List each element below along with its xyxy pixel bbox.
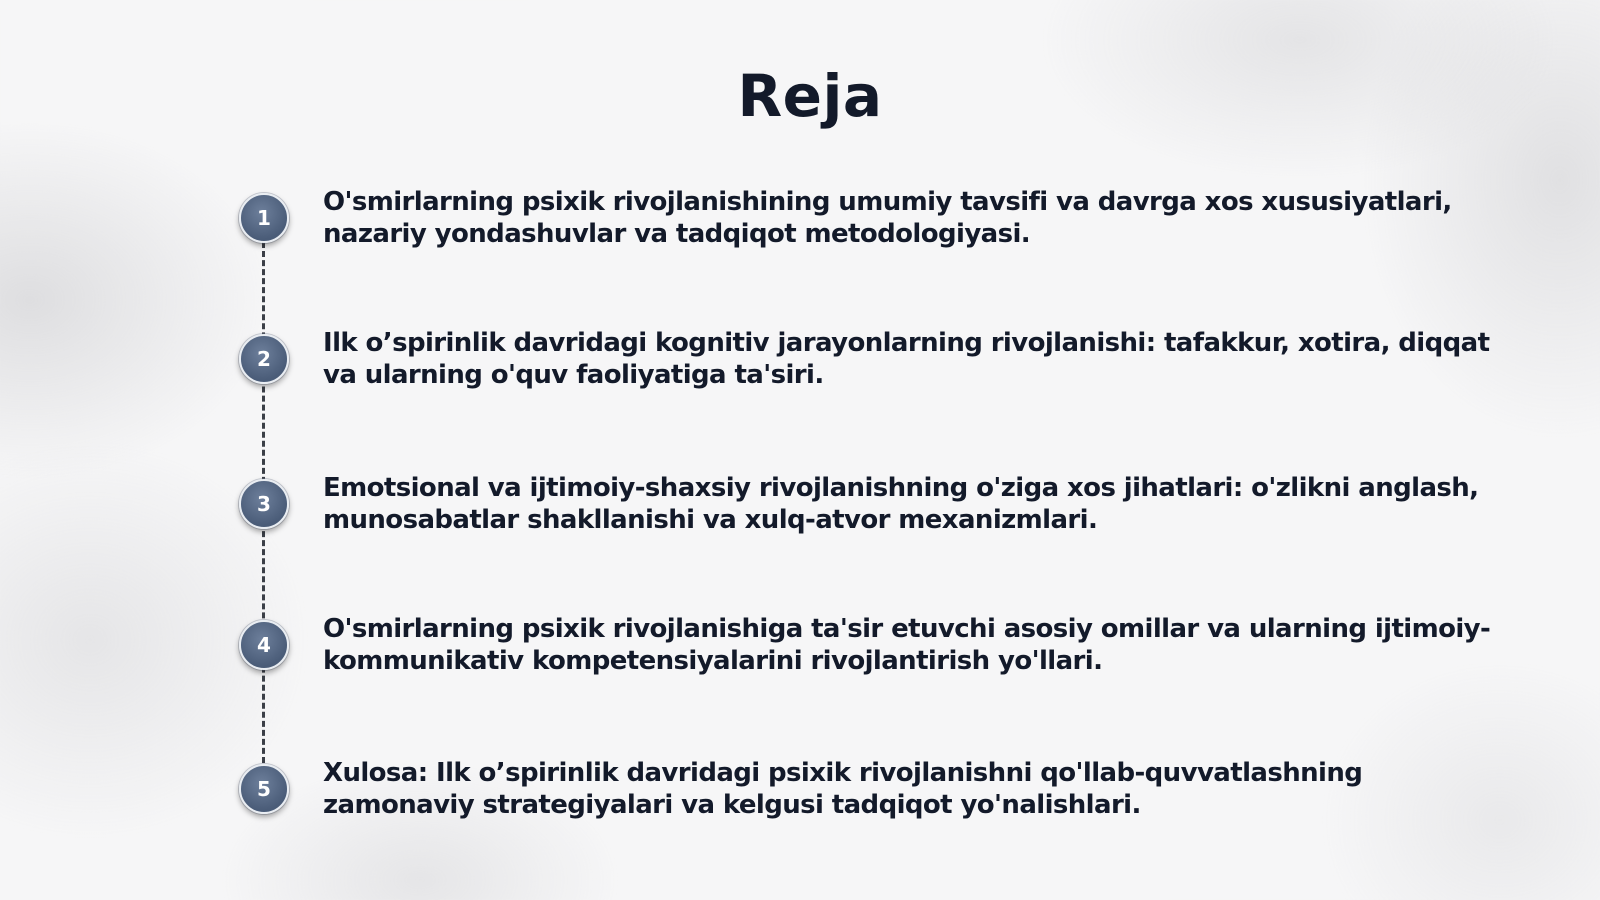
step-number-badge: 1 [239, 193, 289, 243]
step-number-badge: 5 [239, 764, 289, 814]
plan-item-text: O'smirlarning psixik rivojlanishining umumiy tavsifi va davrga xos xususiyatlari, nazariy yondashuvlar va tadqiqot metodologiyasi. [323, 187, 1452, 249]
slide-title: Reja [737, 62, 883, 130]
step-number-badge: 3 [239, 479, 289, 529]
plan-item-3 [0, 473, 1600, 579]
step-number-badge: 2 [239, 334, 289, 384]
plan-item-5 [0, 758, 1600, 864]
plan-item-2 [0, 328, 1600, 434]
plan-item-text: O'smirlarning psixik rivojlanishiga ta'sir etuvchi asosiy omillar va ularning ijtimoiy-kommunikativ kompetensiyalarini rivojlantirish yo'llari. [323, 614, 1491, 676]
plan-item-text: Xulosa: Ilk o’spirinlik davridagi psixik rivojlanishni qo'llab-quvvatlashning zamonaviy strategiyalari va kelgusi tadqiqot yo'nalishlari. [323, 758, 1363, 820]
plan-item-text: Emotsional va ijtimoiy-shaxsiy rivojlanishning o'ziga xos jihatlari: o'zlikni anglash, munosabatlar shakllanishi va xulq-atvor mexanizmlari. [323, 473, 1479, 535]
plan-item-4 [0, 614, 1600, 720]
plan-item-1 [0, 187, 1600, 293]
plan-item-text: Ilk o’spirinlik davridagi kognitiv jarayonlarning rivojlanishi: tafakkur, xotira, diqqat va ularning o'quv faoliyatiga ta'siri. [323, 328, 1490, 390]
step-number-badge: 4 [239, 620, 289, 670]
